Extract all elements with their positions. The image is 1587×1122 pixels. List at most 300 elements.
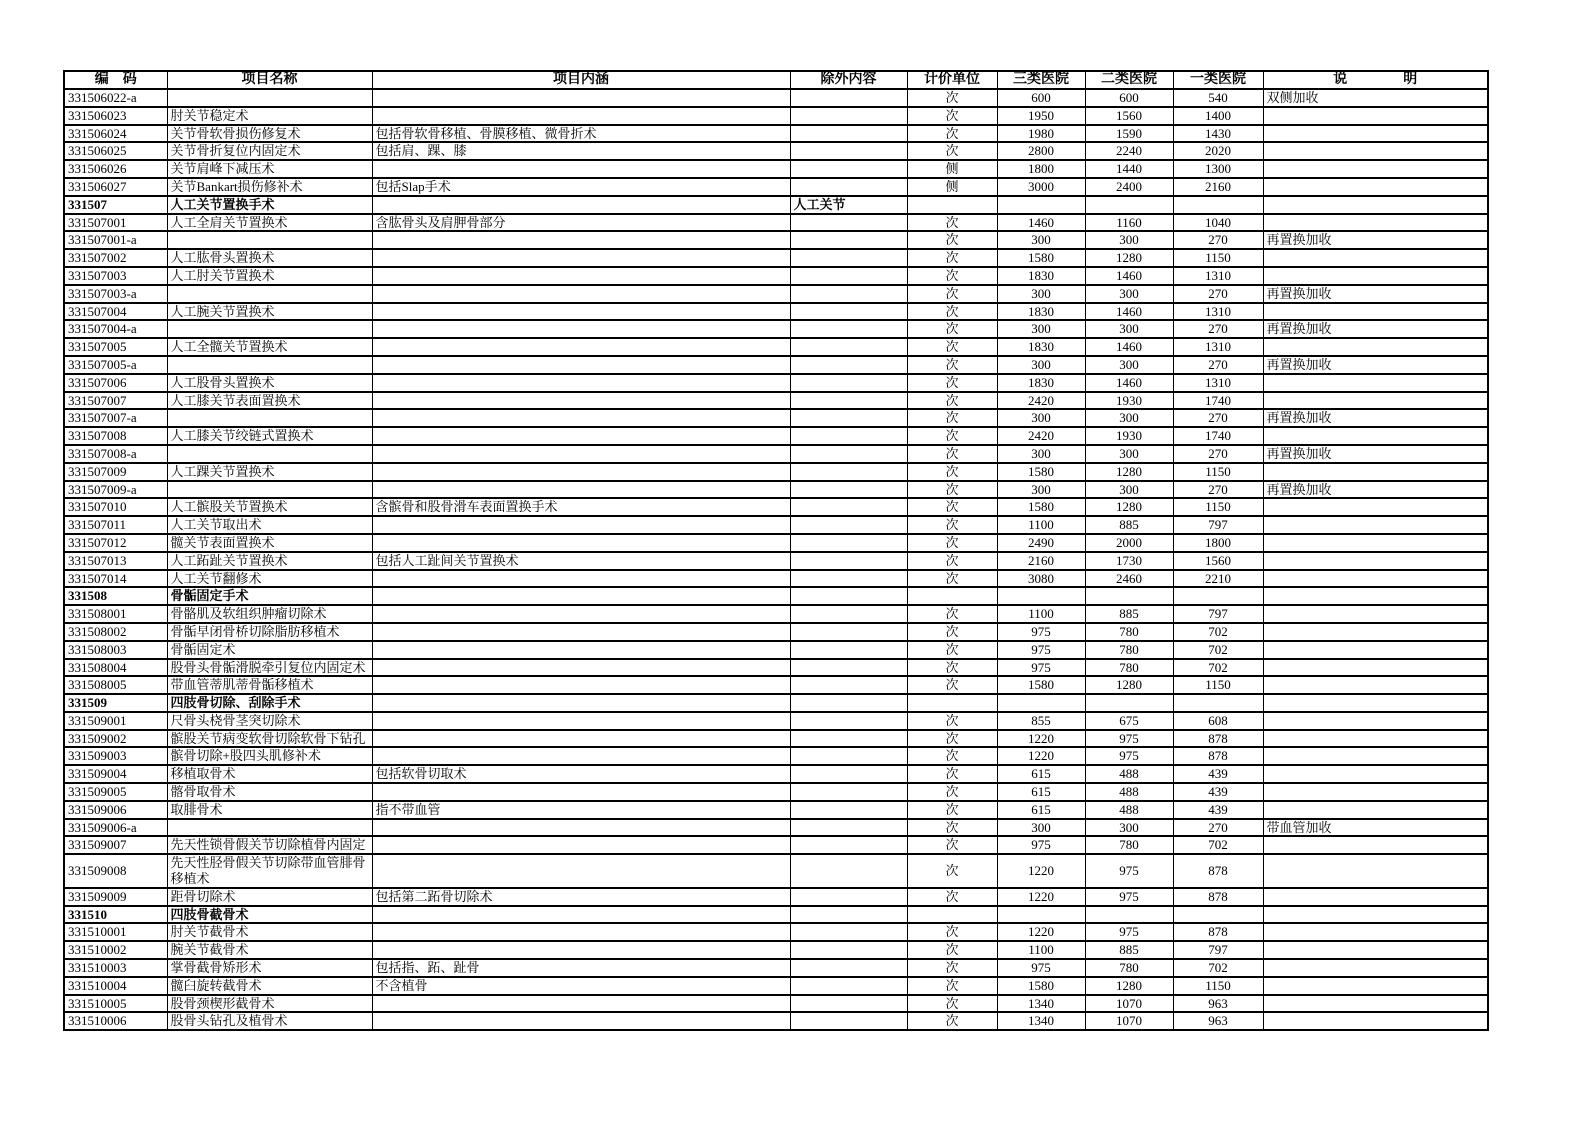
cell-tier3-price: 1580 [997, 498, 1085, 516]
cell-tier3-price: 1220 [997, 923, 1085, 941]
table-row [64, 356, 1488, 374]
cell-tier3-price [997, 906, 1085, 924]
table-row [64, 801, 1488, 819]
cell-excluded [790, 142, 907, 160]
cell-item-content [372, 605, 790, 623]
cell-tier1-price: 878 [1173, 923, 1263, 941]
cell-tier1-price: 1150 [1173, 463, 1263, 481]
cell-code: 331507013 [64, 552, 167, 570]
table-row [64, 196, 1488, 214]
cell-note: 再置换加收 [1263, 231, 1488, 249]
cell-note: 再置换加收 [1263, 356, 1488, 374]
cell-tier2-price: 1280 [1085, 676, 1173, 694]
cell-code: 331506026 [64, 160, 167, 178]
cell-tier3-price: 300 [997, 445, 1085, 463]
cell-excluded [790, 605, 907, 623]
cell-tier3-price: 2420 [997, 392, 1085, 410]
cell-tier2-price: 488 [1085, 801, 1173, 819]
cell-item-content: 包括第二跖骨切除术 [372, 888, 790, 906]
cell-note: 再置换加收 [1263, 409, 1488, 427]
cell-tier3-price: 1830 [997, 267, 1085, 285]
cell-tier1-price: 2210 [1173, 570, 1263, 588]
cell-code: 331510003 [64, 959, 167, 977]
cell-item-content [372, 516, 790, 534]
cell-code: 331510002 [64, 941, 167, 959]
cell-excluded [790, 854, 907, 888]
cell-code: 331507009 [64, 463, 167, 481]
cell-item-name: 掌骨截骨矫形术 [167, 959, 372, 977]
cell-code: 331508004 [64, 659, 167, 677]
cell-unit: 次 [907, 1012, 997, 1030]
cell-code: 331509005 [64, 783, 167, 801]
cell-code: 331507004-a [64, 320, 167, 338]
cell-item-content [372, 819, 790, 837]
cell-tier1-price: 1310 [1173, 374, 1263, 392]
cell-note [1263, 249, 1488, 267]
cell-tier1-price: 270 [1173, 320, 1263, 338]
cell-tier3-price: 1100 [997, 605, 1085, 623]
cell-tier2-price: 975 [1085, 923, 1173, 941]
cell-item-content: 不含植骨 [372, 977, 790, 995]
cell-note [1263, 125, 1488, 143]
cell-unit: 次 [907, 374, 997, 392]
cell-item-content [372, 570, 790, 588]
cell-unit: 次 [907, 605, 997, 623]
cell-tier1-price: 1740 [1173, 427, 1263, 445]
cell-code: 331509009 [64, 888, 167, 906]
cell-code: 331509006-a [64, 819, 167, 837]
cell-note [1263, 160, 1488, 178]
cell-item-name [167, 819, 372, 837]
cell-tier1-price: 1400 [1173, 107, 1263, 125]
cell-note [1263, 267, 1488, 285]
cell-note [1263, 730, 1488, 748]
cell-tier3-price: 1460 [997, 214, 1085, 232]
cell-tier2-price: 300 [1085, 819, 1173, 837]
cell-item-name [167, 285, 372, 303]
cell-tier2-price: 780 [1085, 836, 1173, 854]
cell-code: 331509002 [64, 730, 167, 748]
cell-tier3-price: 2420 [997, 427, 1085, 445]
cell-item-content [372, 463, 790, 481]
cell-item-name: 骨骺固定手术 [167, 587, 372, 605]
cell-tier2-price: 1460 [1085, 374, 1173, 392]
table-row [64, 641, 1488, 659]
table-body [64, 89, 1488, 1030]
cell-excluded [790, 285, 907, 303]
cell-excluded [790, 89, 907, 107]
cell-item-name: 取腓骨术 [167, 801, 372, 819]
cell-tier1-price: 2160 [1173, 178, 1263, 196]
cell-tier2-price: 1460 [1085, 338, 1173, 356]
cell-note [1263, 906, 1488, 924]
cell-tier2-price: 675 [1085, 712, 1173, 730]
cell-note [1263, 374, 1488, 392]
cell-note [1263, 801, 1488, 819]
cell-code: 331507001 [64, 214, 167, 232]
cell-note [1263, 1012, 1488, 1030]
table-row [64, 765, 1488, 783]
cell-tier2-price: 2000 [1085, 534, 1173, 552]
cell-tier2-price [1085, 587, 1173, 605]
cell-unit: 次 [907, 676, 997, 694]
cell-excluded [790, 214, 907, 232]
cell-tier2-price: 488 [1085, 783, 1173, 801]
cell-item-content: 包括指、跖、趾骨 [372, 959, 790, 977]
cell-excluded [790, 923, 907, 941]
cell-unit: 次 [907, 712, 997, 730]
cell-tier3-price: 1220 [997, 730, 1085, 748]
cell-tier1-price: 1310 [1173, 267, 1263, 285]
cell-item-content [372, 906, 790, 924]
cell-unit: 次 [907, 801, 997, 819]
cell-unit: 次 [907, 481, 997, 499]
cell-code: 331506024 [64, 125, 167, 143]
cell-excluded [790, 783, 907, 801]
cell-tier1-price: 439 [1173, 783, 1263, 801]
cell-note [1263, 178, 1488, 196]
cell-tier3-price: 300 [997, 320, 1085, 338]
cell-unit: 次 [907, 995, 997, 1013]
cell-item-content: 含肱骨头及肩胛骨部分 [372, 214, 790, 232]
table-row [64, 888, 1488, 906]
cell-item-name [167, 231, 372, 249]
cell-code: 331507007 [64, 392, 167, 410]
cell-tier1-price: 439 [1173, 765, 1263, 783]
cell-item-name: 股骨头骨骺滑脱牵引复位内固定术 [167, 659, 372, 677]
cell-item-name: 移植取骨术 [167, 765, 372, 783]
cell-tier3-price: 975 [997, 641, 1085, 659]
cell-tier1-price: 702 [1173, 959, 1263, 977]
table-row [64, 977, 1488, 995]
cell-note [1263, 941, 1488, 959]
cell-tier3-price: 1220 [997, 747, 1085, 765]
cell-unit: 次 [907, 534, 997, 552]
cell-tier3-price: 1220 [997, 854, 1085, 888]
cell-item-content: 包括肩、踝、膝 [372, 142, 790, 160]
cell-tier1-price: 878 [1173, 747, 1263, 765]
cell-note [1263, 694, 1488, 712]
cell-tier2-price: 1280 [1085, 249, 1173, 267]
cell-excluded [790, 977, 907, 995]
cell-item-content [372, 923, 790, 941]
cell-tier2-price: 1160 [1085, 214, 1173, 232]
cell-excluded [790, 570, 907, 588]
cell-note [1263, 427, 1488, 445]
cell-unit: 次 [907, 854, 997, 888]
cell-item-content [372, 249, 790, 267]
cell-item-content [372, 676, 790, 694]
cell-tier1-price: 270 [1173, 356, 1263, 374]
cell-tier2-price: 1930 [1085, 392, 1173, 410]
cell-note [1263, 570, 1488, 588]
cell-excluded [790, 712, 907, 730]
cell-tier3-price: 2160 [997, 552, 1085, 570]
cell-item-name: 髌股关节病变软骨切除软骨下钻孔 [167, 730, 372, 748]
cell-unit: 次 [907, 409, 997, 427]
cell-tier1-price: 608 [1173, 712, 1263, 730]
cell-excluded [790, 445, 907, 463]
cell-tier1-price: 270 [1173, 481, 1263, 499]
cell-unit: 次 [907, 819, 997, 837]
cell-item-name: 人工全肩关节置换术 [167, 214, 372, 232]
cell-tier3-price: 615 [997, 765, 1085, 783]
cell-excluded [790, 534, 907, 552]
cell-code: 331509004 [64, 765, 167, 783]
table-row [64, 463, 1488, 481]
cell-tier3-price: 615 [997, 801, 1085, 819]
table-row [64, 303, 1488, 321]
cell-code: 331509006 [64, 801, 167, 819]
column-header-p2: 二类医院 [1085, 71, 1173, 89]
cell-code: 331507 [64, 196, 167, 214]
cell-code: 331508003 [64, 641, 167, 659]
cell-item-name: 人工肘关节置换术 [167, 267, 372, 285]
cell-excluded [790, 747, 907, 765]
cell-tier2-price: 975 [1085, 730, 1173, 748]
cell-tier2-price: 1070 [1085, 995, 1173, 1013]
cell-item-name: 髂骨取骨术 [167, 783, 372, 801]
cell-tier3-price: 2490 [997, 534, 1085, 552]
cell-code: 331507004 [64, 303, 167, 321]
cell-tier3-price: 3000 [997, 178, 1085, 196]
cell-item-name: 四肢骨截骨术 [167, 906, 372, 924]
cell-tier3-price: 1580 [997, 977, 1085, 995]
cell-tier3-price: 300 [997, 481, 1085, 499]
cell-tier1-price [1173, 694, 1263, 712]
cell-excluded [790, 303, 907, 321]
table-row [64, 659, 1488, 677]
cell-tier1-price: 1040 [1173, 214, 1263, 232]
cell-item-name: 关节骨软骨损伤修复术 [167, 125, 372, 143]
cell-code: 331509003 [64, 747, 167, 765]
cell-unit: 次 [907, 214, 997, 232]
table-row [64, 516, 1488, 534]
cell-tier1-price: 797 [1173, 516, 1263, 534]
cell-item-content [372, 320, 790, 338]
cell-tier3-price [997, 587, 1085, 605]
cell-code: 331507005-a [64, 356, 167, 374]
cell-unit: 次 [907, 338, 997, 356]
cell-tier1-price: 1560 [1173, 552, 1263, 570]
cell-item-content [372, 445, 790, 463]
cell-excluded [790, 427, 907, 445]
cell-tier2-price: 1730 [1085, 552, 1173, 570]
table-row [64, 89, 1488, 107]
cell-unit: 次 [907, 320, 997, 338]
cell-item-content [372, 409, 790, 427]
cell-tier1-price: 1310 [1173, 338, 1263, 356]
table-row [64, 587, 1488, 605]
cell-excluded [790, 819, 907, 837]
cell-tier1-price [1173, 587, 1263, 605]
cell-item-name: 人工关节置换手术 [167, 196, 372, 214]
cell-item-name: 人工股骨头置换术 [167, 374, 372, 392]
cell-excluded [790, 1012, 907, 1030]
cell-note [1263, 214, 1488, 232]
cell-item-name: 股骨头钻孔及植骨术 [167, 1012, 372, 1030]
cell-tier1-price: 270 [1173, 445, 1263, 463]
cell-unit: 次 [907, 552, 997, 570]
cell-unit [907, 196, 997, 214]
cell-excluded [790, 107, 907, 125]
cell-item-content [372, 285, 790, 303]
cell-item-name: 人工关节取出术 [167, 516, 372, 534]
cell-tier2-price: 1460 [1085, 267, 1173, 285]
cell-note [1263, 587, 1488, 605]
cell-item-name: 人工踝关节置换术 [167, 463, 372, 481]
cell-unit: 次 [907, 285, 997, 303]
cell-note [1263, 142, 1488, 160]
cell-code: 331506027 [64, 178, 167, 196]
cell-tier2-price: 300 [1085, 231, 1173, 249]
cell-item-name: 关节Bankart损伤修补术 [167, 178, 372, 196]
cell-code: 331508005 [64, 676, 167, 694]
cell-item-content: 包括软骨切取术 [372, 765, 790, 783]
cell-tier3-price: 1830 [997, 338, 1085, 356]
cell-item-content [372, 267, 790, 285]
cell-code: 331506025 [64, 142, 167, 160]
table-row [64, 552, 1488, 570]
cell-excluded [790, 906, 907, 924]
cell-excluded [790, 160, 907, 178]
cell-note: 再置换加收 [1263, 285, 1488, 303]
cell-tier3-price: 1580 [997, 676, 1085, 694]
cell-excluded [790, 641, 907, 659]
cell-tier1-price: 797 [1173, 605, 1263, 623]
table-row [64, 160, 1488, 178]
cell-item-name: 髌骨切除+股四头肌修补术 [167, 747, 372, 765]
table-row [64, 1012, 1488, 1030]
cell-unit: 次 [907, 89, 997, 107]
table-row [64, 730, 1488, 748]
cell-item-name: 距骨切除术 [167, 888, 372, 906]
cell-note [1263, 516, 1488, 534]
cell-unit: 次 [907, 356, 997, 374]
cell-tier3-price: 2800 [997, 142, 1085, 160]
table-row [64, 409, 1488, 427]
cell-note [1263, 338, 1488, 356]
cell-unit: 侧 [907, 160, 997, 178]
cell-excluded [790, 959, 907, 977]
cell-item-name: 人工全髋关节置换术 [167, 338, 372, 356]
cell-unit: 次 [907, 125, 997, 143]
cell-note [1263, 534, 1488, 552]
table-row [64, 694, 1488, 712]
cell-item-content [372, 712, 790, 730]
cell-tier3-price [997, 694, 1085, 712]
cell-tier2-price: 885 [1085, 605, 1173, 623]
cell-tier3-price: 1340 [997, 1012, 1085, 1030]
cell-unit [907, 587, 997, 605]
cell-excluded [790, 552, 907, 570]
cell-note [1263, 303, 1488, 321]
table-row [64, 623, 1488, 641]
cell-item-content [372, 854, 790, 888]
cell-tier1-price: 702 [1173, 659, 1263, 677]
cell-unit: 次 [907, 498, 997, 516]
column-header-p1: 一类医院 [1173, 71, 1263, 89]
cell-code: 331507003-a [64, 285, 167, 303]
cell-item-name: 关节肩峰下减压术 [167, 160, 372, 178]
table-row [64, 445, 1488, 463]
cell-excluded [790, 374, 907, 392]
cell-tier1-price: 270 [1173, 231, 1263, 249]
cell-note [1263, 765, 1488, 783]
cell-item-name: 髋关节表面置换术 [167, 534, 372, 552]
cell-tier3-price: 1340 [997, 995, 1085, 1013]
cell-tier1-price: 540 [1173, 89, 1263, 107]
cell-excluded [790, 356, 907, 374]
price-table [63, 70, 1489, 1031]
table-row [64, 923, 1488, 941]
cell-unit: 次 [907, 888, 997, 906]
cell-tier3-price: 300 [997, 409, 1085, 427]
cell-item-name: 人工腕关节置换术 [167, 303, 372, 321]
cell-item-name: 人工肱骨头置换术 [167, 249, 372, 267]
cell-note: 带血管加收 [1263, 819, 1488, 837]
cell-excluded: 人工关节 [790, 196, 907, 214]
cell-excluded [790, 409, 907, 427]
table-row [64, 267, 1488, 285]
cell-excluded [790, 498, 907, 516]
cell-tier2-price: 300 [1085, 481, 1173, 499]
cell-tier2-price: 300 [1085, 409, 1173, 427]
cell-tier2-price: 780 [1085, 659, 1173, 677]
cell-tier3-price: 1980 [997, 125, 1085, 143]
cell-note [1263, 888, 1488, 906]
column-header-code: 编 码 [64, 71, 167, 89]
table-row [64, 285, 1488, 303]
table-row [64, 231, 1488, 249]
cell-tier1-price: 878 [1173, 888, 1263, 906]
cell-item-content [372, 941, 790, 959]
cell-tier1-price: 797 [1173, 941, 1263, 959]
cell-tier1-price [1173, 906, 1263, 924]
cell-item-name: 人工跖趾关节置换术 [167, 552, 372, 570]
cell-unit [907, 906, 997, 924]
cell-item-content [372, 836, 790, 854]
cell-tier3-price: 300 [997, 356, 1085, 374]
column-header-name: 项目名称 [167, 71, 372, 89]
cell-tier2-price: 1280 [1085, 977, 1173, 995]
cell-excluded [790, 231, 907, 249]
table-row [64, 783, 1488, 801]
table-row [64, 747, 1488, 765]
cell-note [1263, 995, 1488, 1013]
cell-tier2-price: 885 [1085, 516, 1173, 534]
cell-item-name: 骨骺早闭骨桥切除脂肪移植术 [167, 623, 372, 641]
price-table-container [63, 70, 1487, 1031]
cell-tier1-price: 1800 [1173, 534, 1263, 552]
cell-tier1-price: 1150 [1173, 977, 1263, 995]
cell-tier1-price: 1740 [1173, 392, 1263, 410]
cell-code: 331510 [64, 906, 167, 924]
table-row [64, 836, 1488, 854]
cell-item-content [372, 89, 790, 107]
cell-unit: 次 [907, 249, 997, 267]
cell-unit: 次 [907, 392, 997, 410]
cell-note: 双侧加收 [1263, 89, 1488, 107]
table-row [64, 534, 1488, 552]
cell-code: 331510001 [64, 923, 167, 941]
cell-item-content [372, 534, 790, 552]
cell-tier2-price: 600 [1085, 89, 1173, 107]
table-row [64, 125, 1488, 143]
cell-unit: 次 [907, 303, 997, 321]
cell-item-content [372, 356, 790, 374]
cell-tier1-price: 1150 [1173, 249, 1263, 267]
